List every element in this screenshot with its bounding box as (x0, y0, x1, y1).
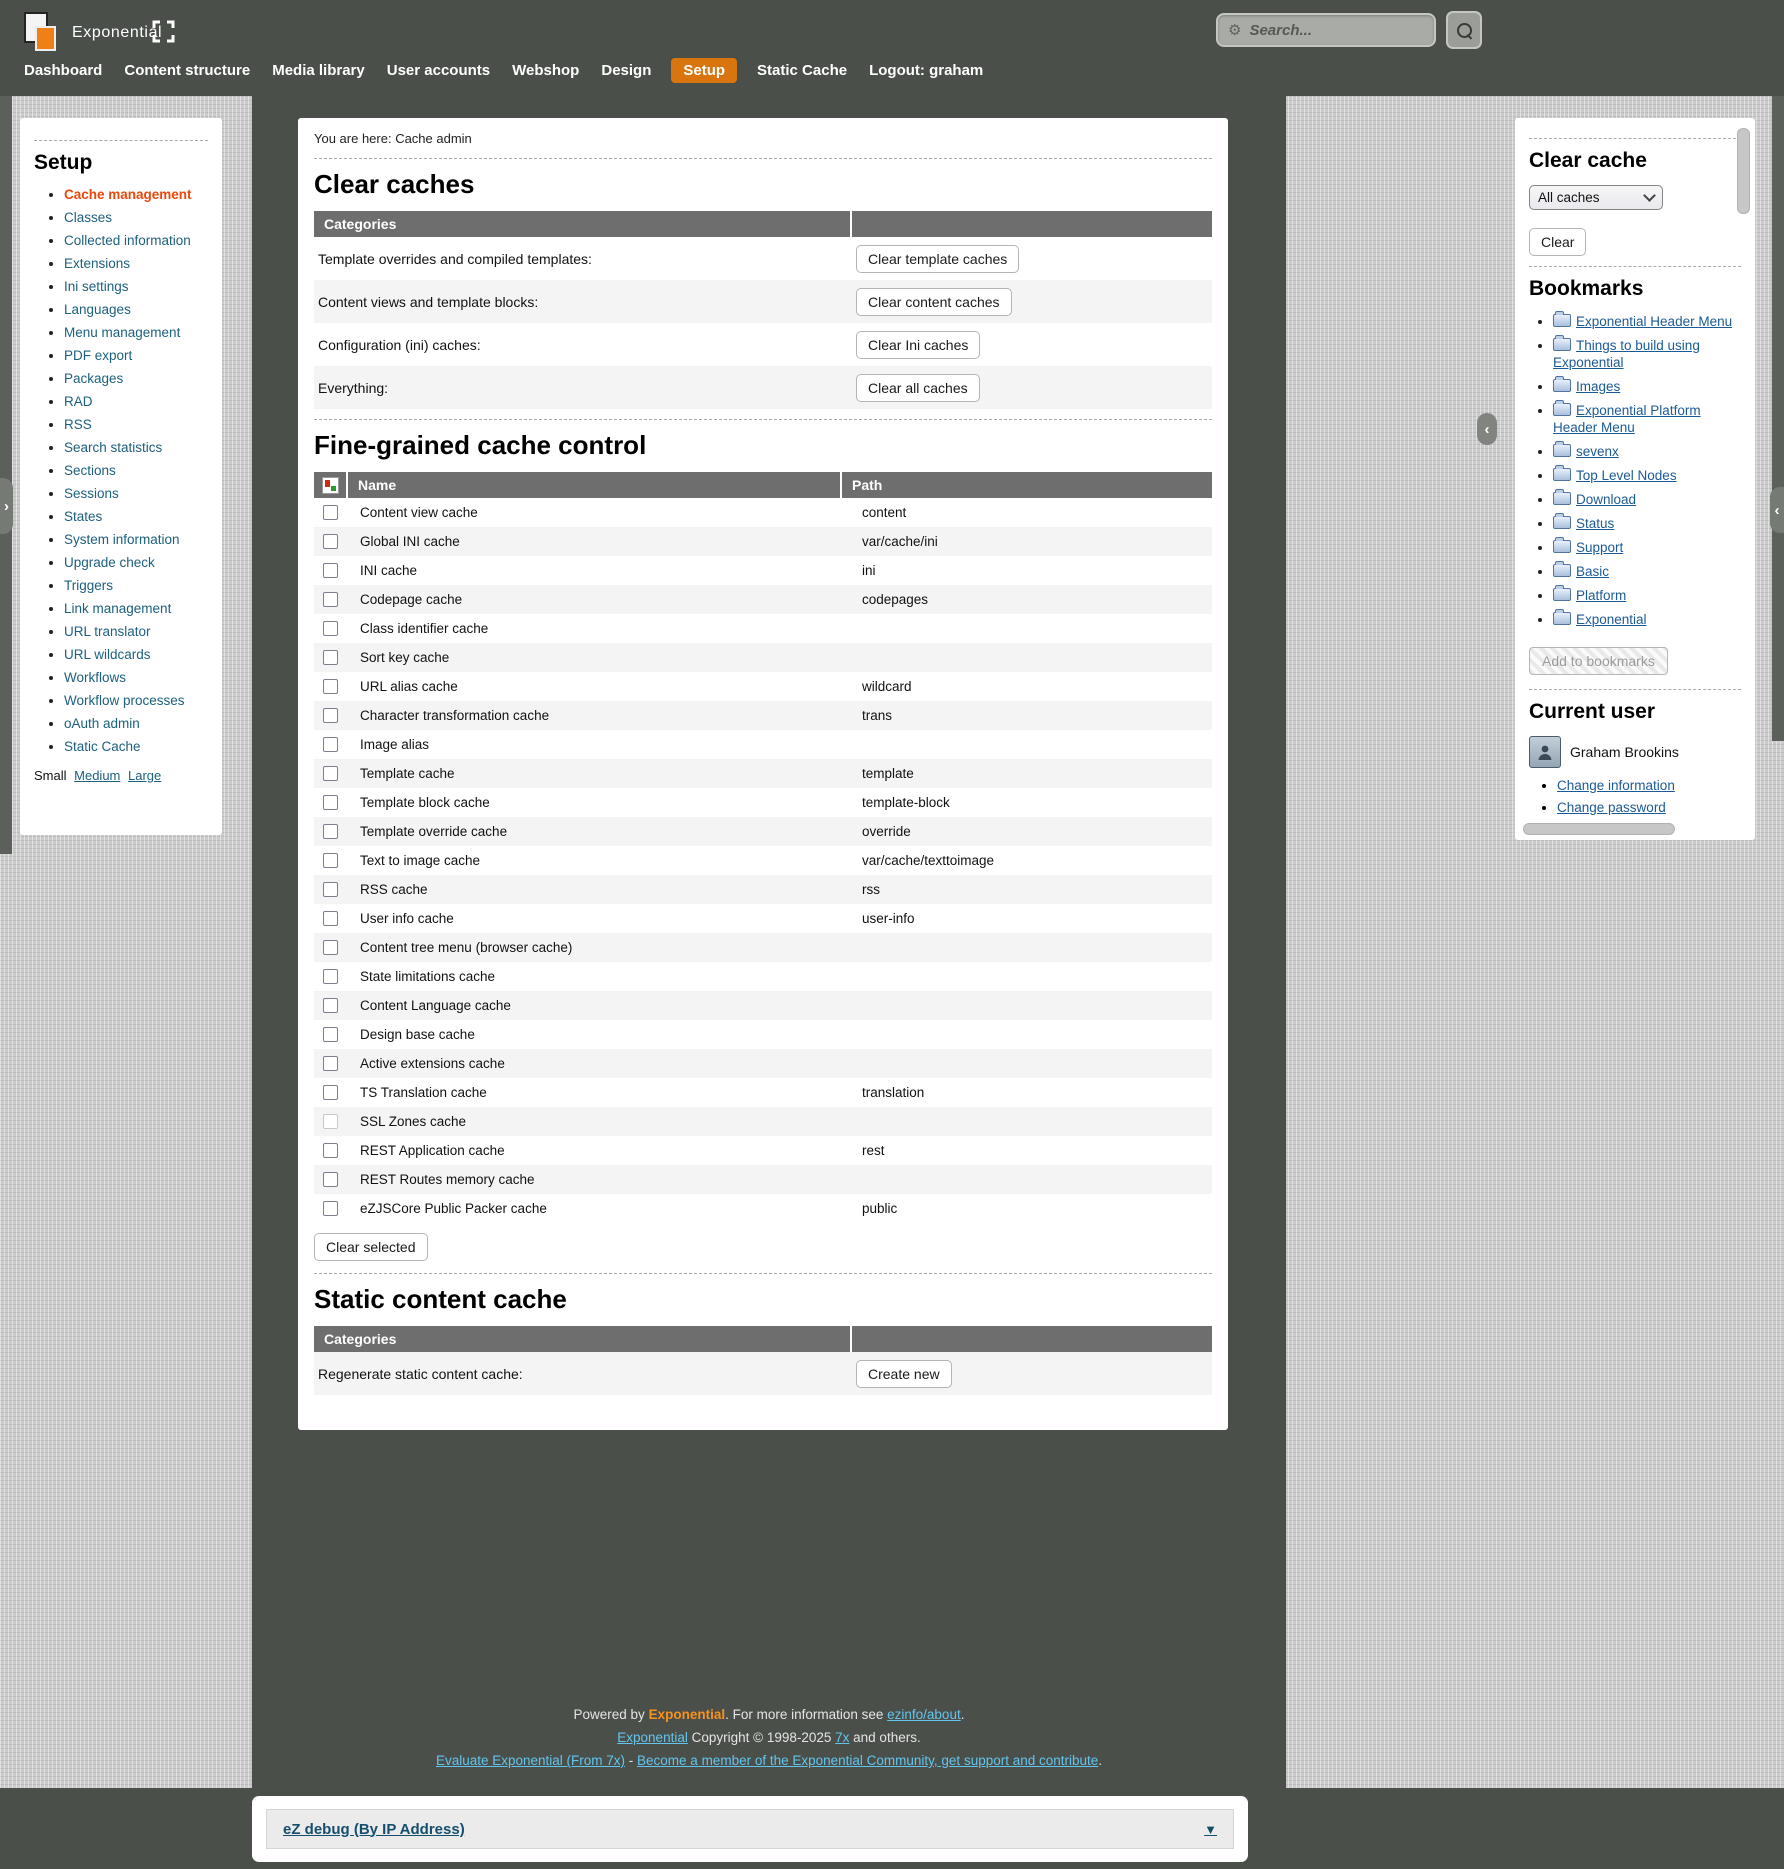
row-checkbox[interactable] (323, 1056, 338, 1071)
setup-menu-item (64, 532, 208, 547)
cache-name: Design base cache (360, 1027, 475, 1042)
cache-name: eZJSCore Public Packer cache (360, 1201, 547, 1216)
brand-title: Exponential (72, 24, 163, 41)
clear-cache-button[interactable]: Clear Ini caches (856, 331, 980, 359)
divider (1529, 138, 1741, 139)
cache-name: Content tree menu (browser cache) (360, 940, 573, 955)
footer-powered-line: Powered by Exponential. For more information see ezinfo/about. (573, 1707, 965, 1722)
row-checkbox[interactable] (323, 824, 338, 839)
folder-icon (1553, 564, 1571, 577)
setup-menu (34, 187, 208, 754)
cache-path: template-block (862, 795, 950, 810)
layout-size-switch (34, 768, 208, 783)
folder-icon (1553, 612, 1571, 625)
clear-cache-button[interactable]: Clear template caches (856, 245, 1019, 273)
setup-menu-item (64, 486, 208, 501)
table-row (314, 788, 1212, 817)
row-checkbox[interactable] (323, 592, 338, 607)
current-user-title: Current user (1529, 700, 1656, 723)
row-checkbox[interactable] (323, 940, 338, 955)
table-row (314, 1049, 1212, 1078)
divider (314, 419, 1212, 420)
right-collapse-rail (1772, 96, 1784, 741)
table-row (314, 527, 1212, 556)
bookmark-item (1553, 587, 1741, 604)
bookmark-item (1553, 378, 1741, 395)
current-user-name: Graham Brookins (1570, 744, 1679, 760)
logo-front-square (35, 26, 56, 51)
cache-path: template (862, 766, 914, 781)
bookmark-link[interactable]: Basic (1576, 564, 1610, 579)
setup-menu-item (64, 210, 208, 225)
folder-icon (1553, 468, 1571, 481)
setup-menu-item (64, 555, 208, 570)
user-link-item (1557, 778, 1741, 793)
table-row (314, 1194, 1212, 1223)
cache-name: Active extensions cache (360, 1056, 505, 1071)
table-row (314, 556, 1212, 585)
bookmark-link[interactable]: sevenx (1576, 444, 1619, 459)
fine-grained-rows (314, 498, 1212, 1223)
setup-menu-link[interactable]: Cache management (64, 187, 192, 202)
row-checkbox[interactable] (323, 1201, 338, 1216)
bookmark-item (1553, 563, 1741, 580)
setup-menu-item (64, 509, 208, 524)
cache-path: var/cache/texttoimage (862, 853, 995, 868)
nav-item[interactable]: Webshop (512, 62, 580, 79)
setup-menu-link[interactable]: Triggers (64, 578, 114, 593)
table-row (314, 1078, 1212, 1107)
search-button[interactable] (1446, 11, 1482, 49)
divider (314, 158, 1212, 159)
row-checkbox[interactable] (323, 650, 338, 665)
expand-left-handle[interactable]: › (0, 478, 13, 534)
row-checkbox[interactable] (323, 911, 338, 926)
static-cache-rows (314, 1352, 1212, 1395)
cache-name: User info cache (360, 911, 454, 926)
folder-icon (1553, 516, 1571, 529)
row-checkbox[interactable] (323, 969, 338, 984)
categories-header-empty-cell (852, 1326, 1212, 1352)
footer-copyright-line: Exponential Copyright © 1998-2025 7x and others. (617, 1730, 921, 1745)
setup-menu-item (64, 578, 208, 593)
size-large-link[interactable]: Large (128, 768, 162, 783)
nav-item[interactable]: Design (601, 62, 652, 79)
setup-menu-link[interactable]: PDF export (64, 348, 133, 363)
row-checkbox[interactable] (323, 882, 338, 897)
setup-menu-link[interactable]: Menu management (64, 325, 181, 340)
folder-icon (1553, 403, 1571, 416)
bookmark-link[interactable]: Exponential Platform Header Menu (1553, 403, 1701, 435)
bookmark-item (1553, 515, 1741, 532)
exponential-link[interactable]: Exponential (617, 1730, 688, 1745)
clear-button[interactable]: Clear (1529, 228, 1586, 256)
table-row (314, 643, 1212, 672)
gear-icon: ⚙ (1228, 21, 1242, 39)
setup-menu-item (64, 256, 208, 271)
cache-name: SSL Zones cache (360, 1114, 467, 1129)
horizontal-scrollbar-thumb[interactable] (1523, 823, 1675, 835)
nav-item[interactable]: Content structure (124, 62, 251, 79)
table-row (314, 991, 1212, 1020)
table-row (314, 366, 1212, 409)
folder-icon (1553, 314, 1571, 327)
categories-table-header (314, 211, 1212, 237)
ezinfo-about-link[interactable]: ezinfo/about (887, 1707, 961, 1722)
collapse-right-sidebar-handle[interactable]: ‹ (1477, 413, 1497, 445)
folder-icon (1553, 540, 1571, 553)
nav-item[interactable]: Setup (671, 58, 737, 83)
row-checkbox[interactable] (323, 621, 338, 636)
nav-item[interactable]: Media library (272, 62, 365, 79)
bookmarks-list (1529, 313, 1741, 628)
row-checkbox[interactable] (323, 998, 338, 1013)
setup-menu-link[interactable]: States (64, 509, 103, 524)
footer (252, 1703, 1286, 1772)
cache-category-label: Content views and template blocks: (318, 293, 539, 310)
setup-menu-link[interactable]: Static Cache (64, 739, 141, 754)
table-row (314, 1352, 1212, 1395)
avatar (1529, 736, 1561, 768)
cache-path: var/cache/ini (862, 534, 938, 549)
setup-menu-item (64, 187, 208, 202)
bookmark-link[interactable]: Exponential Header Menu (1576, 314, 1733, 329)
cache-category-label: Template overrides and compiled templates: (318, 250, 592, 267)
row-checkbox[interactable] (323, 795, 338, 810)
divider (1529, 689, 1741, 690)
cache-name: Template override cache (360, 824, 508, 839)
cache-path: rest (862, 1143, 885, 1158)
breadcrumb: You are here: Cache admin (314, 131, 472, 146)
categories-header-empty-cell (852, 211, 1212, 237)
cache-name: URL alias cache (360, 679, 458, 694)
setup-menu-item (64, 440, 208, 455)
setup-menu-link[interactable]: Link management (64, 601, 172, 616)
cache-type-select[interactable] (1529, 185, 1663, 210)
row-checkbox[interactable] (323, 1027, 338, 1042)
divider (34, 140, 208, 141)
bookmark-item (1553, 443, 1741, 460)
divider (1529, 266, 1741, 267)
user-link[interactable]: Change password (1557, 800, 1666, 815)
row-checkbox[interactable] (323, 505, 338, 520)
setup-menu-item (64, 647, 208, 662)
search-input[interactable] (1216, 13, 1436, 47)
bookmark-item (1553, 313, 1741, 330)
row-checkbox[interactable] (323, 853, 338, 868)
bookmark-link[interactable]: Download (1576, 492, 1637, 507)
table-row (314, 280, 1212, 323)
cache-name: Content Language cache (360, 998, 511, 1013)
setup-menu-link[interactable]: Workflows (64, 670, 127, 685)
create-new-button[interactable]: Create new (856, 1360, 952, 1388)
cache-name: Character transformation cache (360, 708, 550, 723)
cache-path: translation (862, 1085, 925, 1100)
clear-cache-button[interactable]: Clear all caches (856, 374, 980, 402)
exponential-logo-icon[interactable] (24, 12, 62, 54)
cache-name: Class identifier cache (360, 621, 489, 636)
setup-menu-link[interactable]: URL wildcards (64, 647, 151, 662)
cache-path: public (862, 1201, 898, 1216)
clear-caches-title: Clear caches (314, 169, 475, 199)
clear-cache-title: Clear cache (1529, 149, 1647, 172)
table-row (314, 875, 1212, 904)
table-row (314, 904, 1212, 933)
row-checkbox[interactable] (323, 534, 338, 549)
fullscreen-icon[interactable] (152, 20, 175, 48)
setup-menu-item (64, 302, 208, 317)
table-row (314, 962, 1212, 991)
table-row (314, 759, 1212, 788)
folder-icon (1553, 588, 1571, 601)
setup-menu-item (64, 624, 208, 639)
debug-panel (252, 1796, 1248, 1862)
table-row (314, 1136, 1212, 1165)
setup-menu-link[interactable]: Upgrade check (64, 555, 155, 570)
path-column-header: Path (842, 472, 1212, 498)
setup-menu-item (64, 716, 208, 731)
chevron-down-icon (1643, 189, 1656, 202)
table-row (314, 672, 1212, 701)
setup-menu-item (64, 463, 208, 478)
row-checkbox[interactable] (323, 563, 338, 578)
table-row (314, 585, 1212, 614)
setup-menu-item (64, 739, 208, 754)
cache-name: Template block cache (360, 795, 490, 810)
table-row (314, 1165, 1212, 1194)
cache-path: codepages (862, 592, 929, 607)
folder-icon (1553, 338, 1571, 351)
bookmark-link[interactable]: Exponential (1576, 612, 1647, 627)
community-link[interactable]: Become a member of the Exponential Community, get support and contribute (637, 1753, 1099, 1768)
bookmark-item (1553, 402, 1741, 436)
top-bar (0, 0, 1784, 96)
bookmark-link[interactable]: Things to build using Exponential (1553, 338, 1700, 370)
row-checkbox[interactable] (323, 1114, 338, 1129)
cache-name: RSS cache (360, 882, 428, 897)
setup-menu-item (64, 348, 208, 363)
row-checkbox[interactable] (323, 1085, 338, 1100)
setup-menu-link[interactable]: URL translator (64, 624, 151, 639)
table-row (314, 730, 1212, 759)
setup-menu-link[interactable]: RSS (64, 417, 92, 432)
setup-menu-link[interactable]: Extensions (64, 256, 131, 271)
fine-grained-title: Fine-grained cache control (314, 430, 647, 460)
static-content-cache-title: Static content cache (314, 1284, 567, 1314)
clear-cache-button[interactable]: Clear content caches (856, 288, 1012, 316)
bookmark-link[interactable]: Support (1576, 540, 1624, 555)
folder-icon (1553, 379, 1571, 392)
static-table-header (314, 1326, 1212, 1352)
toggle-selection-icon[interactable] (322, 477, 339, 494)
cache-name: Sort key cache (360, 650, 450, 665)
cache-name: INI cache (360, 563, 418, 578)
setup-menu-link[interactable]: Languages (64, 302, 131, 317)
left-collapse-rail (0, 96, 12, 854)
cache-name: Template cache (360, 766, 455, 781)
setup-menu-link[interactable]: oAuth admin (64, 716, 140, 731)
table-row (314, 701, 1212, 730)
bookmark-link[interactable]: Images (1576, 379, 1621, 394)
cache-name: REST Routes memory cache (360, 1172, 535, 1187)
sevenx-link[interactable]: 7x (835, 1730, 850, 1745)
categories-header-cell: Categories (314, 1326, 850, 1352)
cache-name: Global INI cache (360, 534, 460, 549)
search-placeholder: Search... (1249, 21, 1312, 39)
bookmark-item (1553, 337, 1741, 371)
vertical-scrollbar-thumb[interactable] (1737, 128, 1750, 214)
row-checkbox[interactable] (323, 737, 338, 752)
table-row (314, 498, 1212, 527)
setup-menu-item (64, 233, 208, 248)
setup-menu-item (64, 670, 208, 685)
cache-name: State limitations cache (360, 969, 496, 984)
sidebar-title: Setup (34, 151, 93, 174)
name-column-header: Name (348, 472, 840, 498)
footer-brand: Exponential (648, 1707, 726, 1722)
row-checkbox[interactable] (323, 708, 338, 723)
table-row (314, 614, 1212, 643)
setup-menu-item (64, 417, 208, 432)
cache-category-label: Everything: (318, 379, 389, 396)
nav-item[interactable]: Dashboard (24, 62, 103, 79)
cache-path: override (862, 824, 911, 839)
cache-name: Content view cache (360, 505, 478, 520)
nav-item[interactable]: Logout: graham (869, 62, 984, 79)
setup-menu-link[interactable]: RAD (64, 394, 93, 409)
clear-selected-button[interactable]: Clear selected (314, 1233, 428, 1261)
cache-category-label: Configuration (ini) caches: (318, 336, 481, 353)
debug-bar (266, 1809, 1234, 1849)
setup-menu-item (64, 693, 208, 708)
user-link-item (1557, 800, 1741, 815)
cache-path: wildcard (862, 679, 912, 694)
right-sidebar (1515, 118, 1755, 840)
setup-menu-link[interactable]: Collected information (64, 233, 191, 248)
folder-icon (1553, 492, 1571, 505)
bookmark-link[interactable]: Top Level Nodes (1576, 468, 1677, 483)
cache-name: Image alias (360, 737, 430, 752)
nav-item[interactable]: Static Cache (757, 62, 848, 79)
cache-path: rss (862, 882, 880, 897)
setup-menu-item (64, 394, 208, 409)
cache-path: ini (862, 563, 876, 578)
table-row (314, 1020, 1212, 1049)
cache-name: Codepage cache (360, 592, 463, 607)
size-medium-link[interactable]: Medium (74, 768, 121, 783)
table-row (314, 933, 1212, 962)
table-row (314, 846, 1212, 875)
setup-menu-link[interactable]: Packages (64, 371, 124, 386)
row-checkbox[interactable] (323, 1172, 338, 1187)
table-row (314, 1107, 1212, 1136)
setup-menu-link[interactable]: Sessions (64, 486, 119, 501)
bookmark-item (1553, 491, 1741, 508)
table-row (314, 237, 1212, 280)
setup-menu-item (64, 325, 208, 340)
divider (314, 1273, 1212, 1274)
table-row (314, 817, 1212, 846)
cache-name: TS Translation cache (360, 1085, 487, 1100)
setup-menu-link[interactable]: Workflow processes (64, 693, 185, 708)
setup-menu-item (64, 601, 208, 616)
static-cache-label: Regenerate static content cache: (318, 1365, 523, 1382)
setup-menu-link[interactable]: Search statistics (64, 440, 163, 455)
footer-community-line: Evaluate Exponential (From 7x) - Become a member of the Exponential Community, get support and contribute. (435, 1753, 1103, 1768)
setup-menu-link[interactable]: Sections (64, 463, 116, 478)
setup-sidebar (20, 118, 222, 835)
table-row (314, 323, 1212, 366)
magnifier-icon (1457, 23, 1472, 38)
row-checkbox[interactable] (323, 766, 338, 781)
evaluate-link[interactable]: Evaluate Exponential (From 7x) (435, 1753, 626, 1768)
cache-admin-main (298, 118, 1228, 1430)
cache-path: user-info (862, 911, 915, 926)
folder-icon (1553, 444, 1571, 457)
debug-collapse-icon[interactable]: ▼ (1204, 1821, 1217, 1837)
bookmark-item (1553, 539, 1741, 556)
size-small-label: Small (34, 768, 67, 783)
row-checkbox[interactable] (323, 679, 338, 694)
cache-path: content (862, 505, 907, 520)
setup-menu-link[interactable]: Ini settings (64, 279, 129, 294)
user-links (1529, 778, 1741, 815)
add-to-bookmarks-button: Add to bookmarks (1529, 647, 1668, 675)
cache-name: REST Application cache (360, 1143, 505, 1158)
cache-name: Text to image cache (360, 853, 481, 868)
debug-title-link[interactable]: eZ debug (By IP Address) (283, 1820, 465, 1838)
bookmarks-title: Bookmarks (1529, 277, 1644, 300)
setup-menu-link[interactable]: System information (64, 532, 180, 547)
bookmark-item (1553, 611, 1741, 628)
collapse-right-edge-handle[interactable]: ‹ (1770, 487, 1784, 533)
bookmark-item (1553, 467, 1741, 484)
clear-caches-rows (314, 237, 1212, 409)
setup-menu-link[interactable]: Classes (64, 210, 113, 225)
row-checkbox[interactable] (323, 1143, 338, 1158)
setup-menu-item (64, 279, 208, 294)
nav-item[interactable]: User accounts (386, 62, 491, 79)
user-link[interactable]: Change information (1557, 778, 1675, 793)
cache-path: trans (862, 708, 893, 723)
bookmark-link[interactable]: Platform (1576, 588, 1627, 603)
bookmark-link[interactable]: Status (1576, 516, 1615, 531)
categories-header-cell: Categories (314, 211, 850, 237)
main-nav (22, 58, 985, 83)
setup-menu-item (64, 371, 208, 386)
fine-grained-table-header (314, 472, 1212, 498)
selected-option: All caches (1538, 190, 1600, 205)
